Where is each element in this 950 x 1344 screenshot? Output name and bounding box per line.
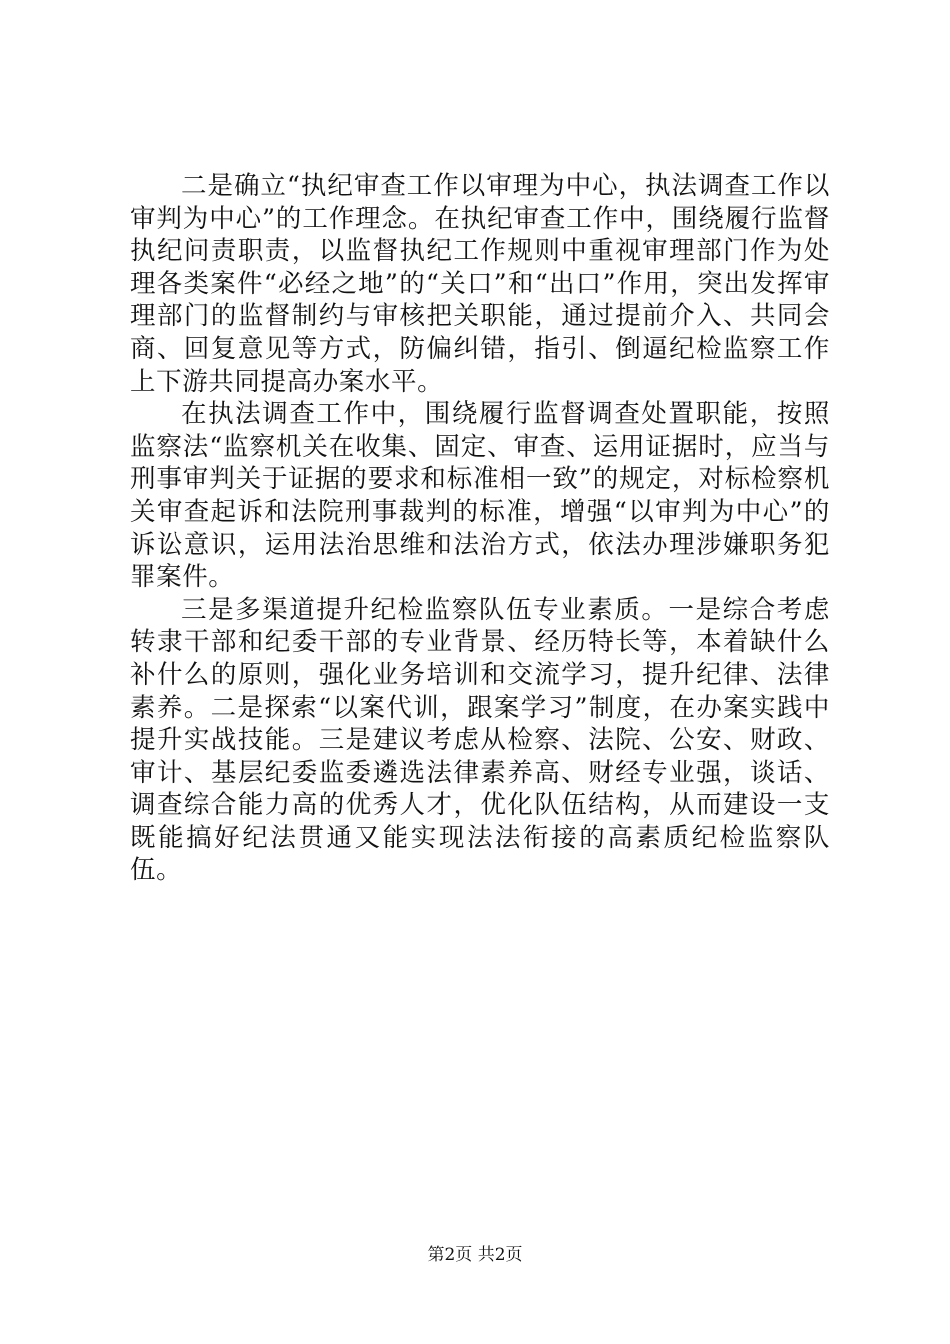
- paragraph-team-quality: 三是多渠道提升纪检监察队伍专业素质。一是综合考虑转隶干部和纪委干部的专业背景、经历特长等，本着缺什么补什么的原则，强化业务培训和交流学习，提升纪律、法律素养。二是探索“以案代训，跟案学习”制度，在办案实践中提升实战技能。三是建议考虑从检察、法院、公安、财政、审计、基层纪委监委遴选法律素养高、财经专业强，谈话、调查综合能力高的优秀人才，优化队伍结构，从而建设一支既能搞好纪法贯通又能实现法法衔接的高素质纪检监察队伍。: [130, 594, 830, 886]
- document-body: [130, 170, 830, 887]
- paragraph-investigation-work: 在执法调查工作中，围绕履行监督调查处置职能，按照监察法“监察机关在收集、固定、审查、运用证据时，应当与刑事审判关于证据的要求和标准相一致”的规定，对标检察机关审查起诉和法院刑事裁判的标准，增强“以审判为中心”的诉讼意识，运用法治思维和法治方式，依法办理涉嫌职务犯罪案件。: [130, 399, 830, 593]
- paragraph-review-principle: 二是确立“执纪审查工作以审理为中心，执法调查工作以审判为中心”的工作理念。在执纪审查工作中，围绕履行监督执纪问责职责，以监督执纪工作规则中重视审理部门作为处理各类案件“必经之地”的“关口”和“出口”作用，突出发挥审理部门的监督制约与审核把关职能，通过提前介入、共同会商、回复意见等方式，防偏纠错，指引、倒逼纪检监察工作上下游共同提高办案水平。: [130, 171, 830, 397]
- page-number-footer: 第2页 共2页: [427, 1245, 523, 1265]
